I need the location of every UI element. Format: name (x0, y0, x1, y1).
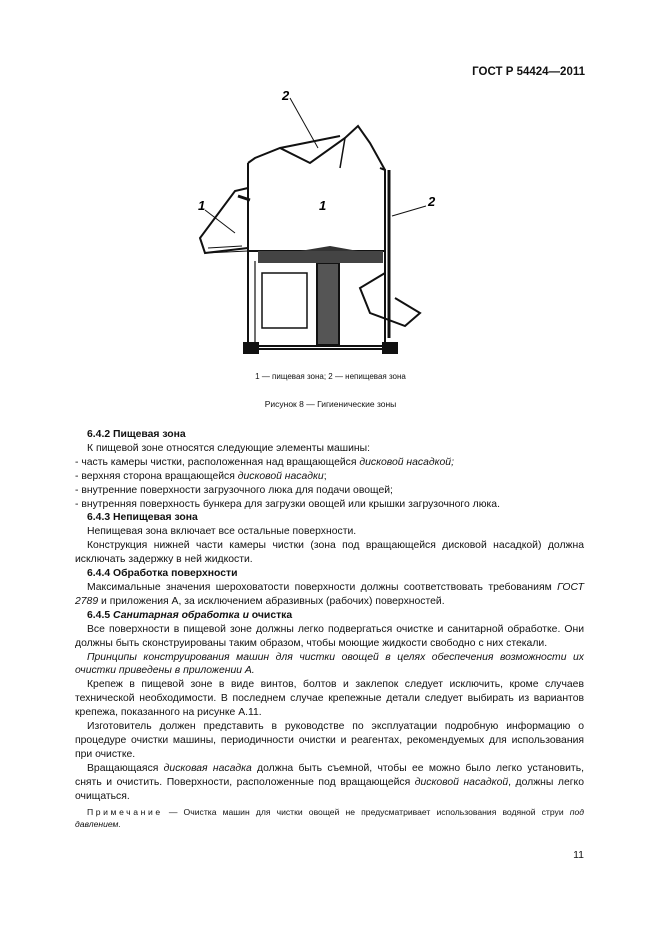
figure-8-diagram (180, 88, 480, 368)
note: Примечание — Очистка машин для чистки овощей не предусматривает использования водяной струи под давлением. (75, 807, 584, 829)
paragraph: Вращающаяся дисковая насадка должна быть съемной, чтобы ее можно было легко установить, снять и очистить. Поверхности, расположенные под вращающейся дисковой насадкой, должны легко очищаться. (75, 762, 584, 802)
list-item: - верхняя сторона вращающейся дисковой насадки; (75, 470, 327, 482)
heading-6-4-2: 6.4.2 Пищевая зона (87, 429, 186, 440)
body-text (75, 428, 584, 830)
paragraph: Максимальные значения шероховатости поверхности должны соответствовать требованиям ГОСТ 2789 и приложения А, за исключением абразивных (рабочих) поверхностей. (75, 581, 585, 607)
label-2-top: 2 (282, 88, 290, 103)
list-item: - внутренние поверхности загрузочного люка для подачи овощей; (75, 484, 393, 496)
paragraph: Крепеж в пищевой зоне в виде винтов, болтов и заклепок следует исключить, кроме случаев технической необходимости. В последнем случае крепежные детали следует выбирать из вариантов крепежа, показанного на рисунке А.11. (75, 679, 584, 719)
figure-caption: Рисунок 8 — Гигиенические зоны (264, 399, 397, 409)
document-code: ГОСТ Р 54424—2011 (472, 66, 585, 78)
list-item: - внутренняя поверхность бункера для загрузки овощей или крышки загрузочного люка. (75, 498, 500, 510)
page-number: 11 (573, 849, 584, 861)
label-1-left: 1 (198, 198, 206, 213)
paragraph: К пищевой зоне относятся следующие элементы машины: (87, 442, 371, 454)
machine-drawing (180, 88, 480, 368)
heading-6-4-5: 6.4.5 Санитарная обработка и очистка (87, 609, 293, 621)
figure-legend: 1 — пищевая зона; 2 — непищевая зона (255, 372, 406, 381)
paragraph: Принципы конструирования машин для чистки овощей в целях обеспечения возможности их очистки приведены в приложении А. (75, 651, 584, 677)
heading-6-4-3: 6.4.3 Непищевая зона (87, 512, 198, 524)
paragraph: Изготовитель должен представить в руководстве по эксплуатации подробную информацию о процедуре очистки машины, периодичности очистки и реагентах, рекомендуемых для использования при очистке. (75, 721, 584, 760)
label-2-right: 2 (428, 194, 436, 209)
paragraph: Конструкция нижней части камеры чистки (зона под вращающейся дисковой насадкой) должна исключать задержку в ней жидкости. (75, 540, 584, 566)
list-item: - часть камеры чистки, расположенная над вращающейся дисковой насадкой; (75, 456, 454, 468)
paragraph: Все поверхности в пищевой зоне должны легко подвергаться очистке и санитарной обработке. Они должны быть сконструированы таким образом, чтобы моющие жидкости свободно с них стекали. (75, 623, 584, 649)
label-1-center: 1 (319, 198, 327, 213)
paragraph: Непищевая зона включает все остальные поверхности. (87, 526, 357, 538)
heading-6-4-4: 6.4.4 Обработка поверхности (87, 568, 238, 580)
